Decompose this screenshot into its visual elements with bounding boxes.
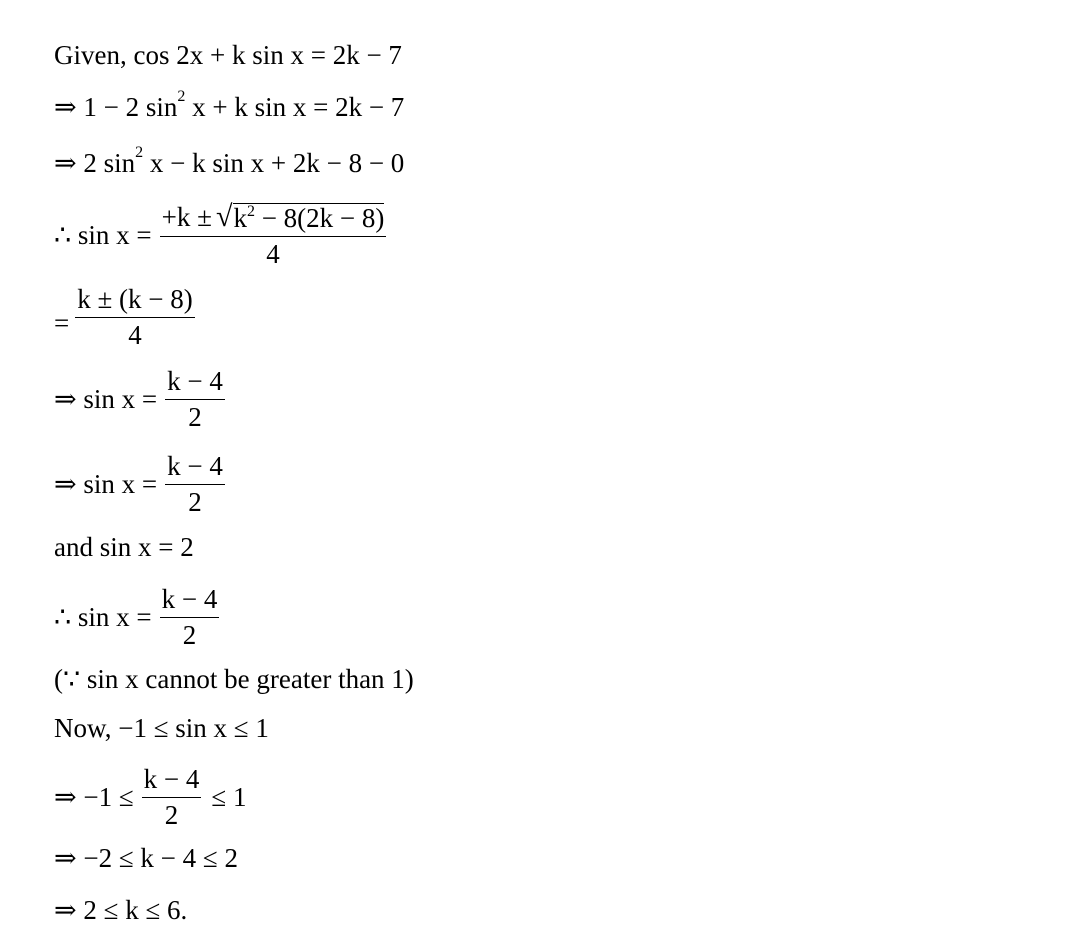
step-quadratic-text-a: ⇒ 2 sin	[54, 148, 136, 178]
radicand-k: k	[233, 203, 247, 233]
quadratic-formula-lhs: ∴ sin x =	[54, 219, 152, 250]
radicand	[233, 203, 384, 232]
sin-root-2-fraction	[165, 453, 225, 516]
step-therefore-sin	[54, 586, 223, 649]
step-second-root	[54, 534, 194, 561]
reason-text: (∵ sin x cannot be greater than 1)	[54, 664, 414, 694]
sin-root-1-denominator: 2	[188, 402, 202, 432]
quadratic-formula-fraction	[160, 202, 387, 268]
step-multiply	[54, 845, 238, 872]
simplify-root-numerator: k ± (k − 8)	[77, 284, 193, 314]
step-reason	[54, 666, 414, 693]
simplify-root-lhs: =	[54, 308, 70, 338]
therefore-sin-denominator: 2	[182, 620, 197, 650]
radicand-rest: − 8(2k − 8)	[254, 203, 385, 233]
therefore-sin-lhs: ∴ sin x =	[54, 602, 152, 632]
final-answer-text: ⇒ 2 ≤ k ≤ 6.	[54, 895, 188, 925]
step-expand-cos	[54, 87, 405, 122]
step-sin-root-1	[54, 368, 229, 431]
inequality-lhs: ⇒ −1 ≤	[54, 782, 134, 812]
simplify-root-denominator: 4	[128, 320, 142, 350]
quadratic-formula-denominator: 4	[266, 239, 280, 269]
given-equation-text: Given, cos 2x + k sin x = 2k − 7	[54, 40, 402, 70]
sin-root-2-denominator: 2	[188, 487, 202, 517]
given-equation	[54, 42, 402, 69]
step-simplify-root	[54, 286, 199, 349]
step-quadratic-exponent: 2	[135, 143, 144, 161]
inequality-numerator: k − 4	[143, 764, 200, 794]
square-root	[212, 202, 384, 232]
step-quadratic-formula	[54, 202, 390, 268]
inequality-denominator: 2	[164, 800, 179, 830]
step-final-answer	[54, 897, 187, 924]
inequality-fraction	[142, 766, 202, 829]
second-root-text: and sin x = 2	[54, 532, 194, 562]
sin-root-1-numerator: k − 4	[167, 366, 223, 396]
quadratic-formula-numerator	[160, 202, 387, 236]
radical-sign: √	[215, 200, 233, 233]
inequality-rhs: ≤ 1	[211, 782, 247, 812]
step-expand-cos-text-b: x + k sin x = 2k − 7	[185, 92, 405, 122]
therefore-sin-fraction	[160, 586, 220, 649]
step-quadratic	[54, 143, 405, 178]
step-expand-cos-exponent: 2	[177, 87, 186, 105]
step-sin-root-2	[54, 453, 229, 516]
numerator-plus-minus-k: +k ±	[161, 202, 212, 232]
radicand-exponent: 2	[246, 203, 255, 220]
sin-root-2-lhs: ⇒ sin x =	[54, 469, 158, 499]
therefore-sin-numerator: k − 4	[161, 584, 218, 614]
step-quadratic-text-b: x − k sin x + 2k − 8 − 0	[143, 148, 405, 178]
step-inequality	[54, 766, 246, 829]
multiply-text: ⇒ −2 ≤ k − 4 ≤ 2	[54, 843, 238, 873]
step-expand-cos-text-a: ⇒ 1 − 2 sin	[54, 92, 178, 122]
sin-root-1-lhs: ⇒ sin x =	[54, 384, 158, 414]
bounds-text: Now, −1 ≤ sin x ≤ 1	[54, 713, 269, 743]
simplify-root-fraction	[75, 286, 195, 349]
sin-root-2-numerator: k − 4	[167, 451, 223, 481]
step-bounds	[54, 715, 269, 742]
sin-root-1-fraction	[165, 368, 225, 431]
